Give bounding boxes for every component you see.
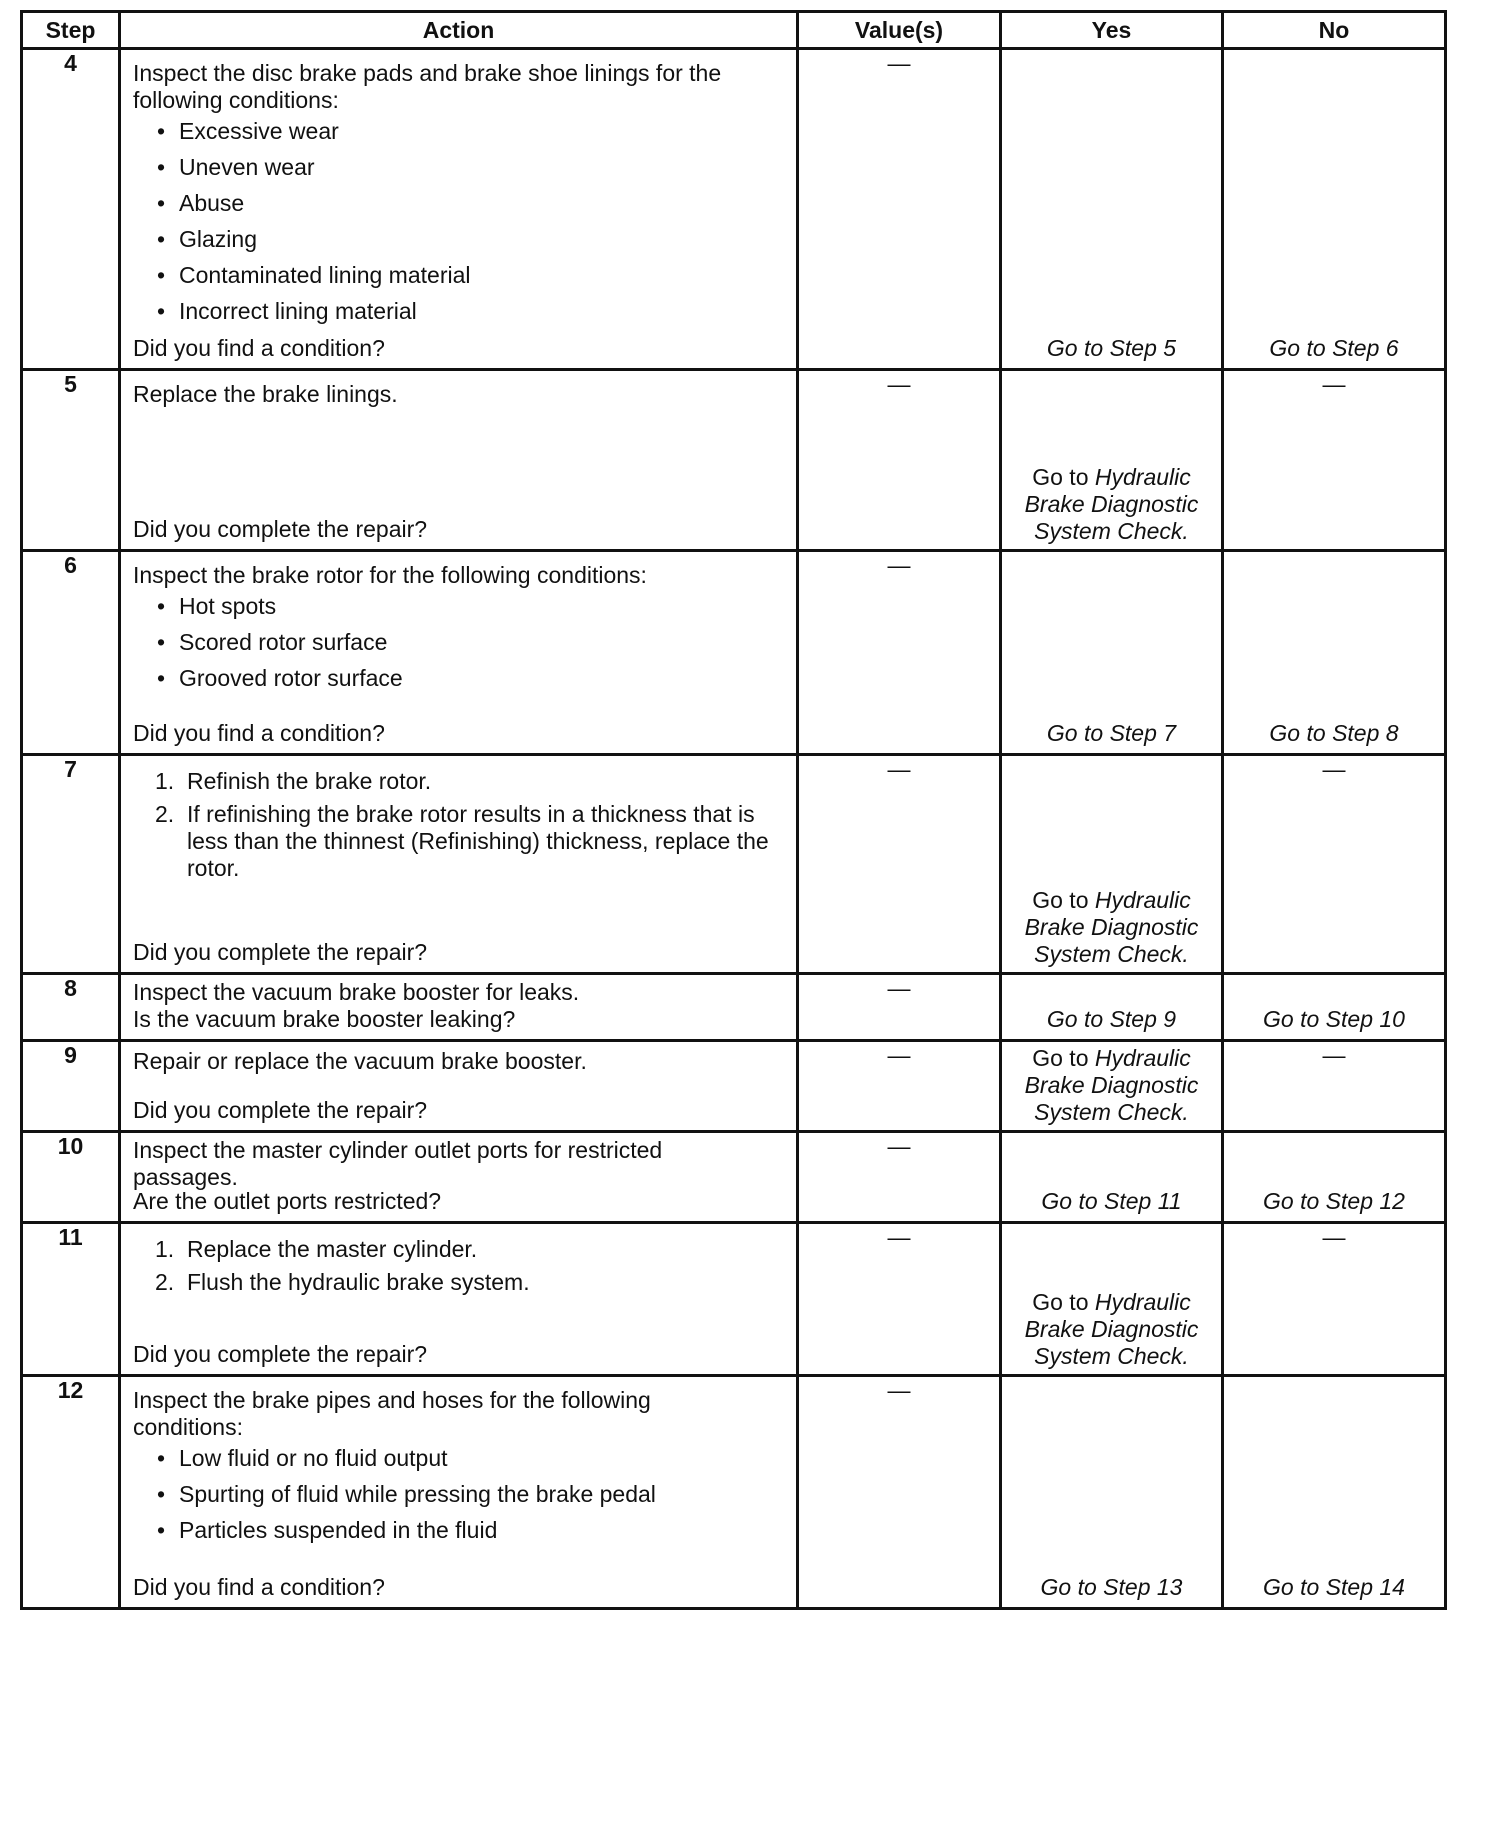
- list-number: 2.: [155, 1269, 175, 1295]
- condition-list: [133, 593, 788, 692]
- yes-cell: [1001, 1041, 1223, 1132]
- list-item: • Low fluid or no fluid output: [157, 1445, 756, 1472]
- yes-goto-link[interactable]: [1002, 887, 1221, 968]
- yes-goto-link[interactable]: [1002, 1045, 1221, 1126]
- table-row: [22, 551, 1446, 755]
- list-item: • Contaminated lining material: [157, 262, 788, 289]
- no-goto-link[interactable]: Go to Step 6: [1269, 335, 1399, 361]
- action-intro: Inspect the disc brake pads and brake shoe linings for the following conditions:: [133, 60, 722, 113]
- yes-goto-link[interactable]: Go to Step 11: [1041, 1188, 1182, 1214]
- value-cell: [798, 755, 1001, 974]
- no-cell: [1223, 1223, 1446, 1376]
- value-cell: [798, 1376, 1001, 1609]
- yes-cell: [1001, 974, 1223, 1041]
- goto-prefix: Go to: [1032, 887, 1089, 913]
- list-item: [155, 1269, 788, 1296]
- list-text: Flush the hydraulic brake system.: [187, 1269, 530, 1295]
- action-cell: [120, 1223, 798, 1376]
- no-cell: [1223, 370, 1446, 551]
- no-cell: [1223, 1041, 1446, 1132]
- table-row: [22, 1041, 1446, 1132]
- list-item: • Abuse: [157, 190, 788, 217]
- step-number: 8: [22, 974, 120, 1041]
- no-goto-link[interactable]: Go to Step 10: [1263, 1006, 1405, 1032]
- step-number: 5: [22, 370, 120, 551]
- action-question: Did you complete the repair?: [133, 1341, 428, 1367]
- action-intro: Replace the brake linings.: [133, 381, 398, 407]
- table-row: [22, 755, 1446, 974]
- step-number: 7: [22, 755, 120, 974]
- value-cell: [798, 1132, 1001, 1223]
- list-text: If refinishing the brake rotor results in a thickness that is less than the thinnest (Refinishing) thickness, replace the rotor.: [187, 801, 769, 881]
- value-dash: —: [887, 975, 911, 1001]
- no-cell: [1223, 974, 1446, 1041]
- value-cell: [798, 49, 1001, 370]
- action-intro: Inspect the brake rotor for the following conditions:: [133, 562, 647, 588]
- list-text: Replace the master cylinder.: [187, 1236, 478, 1262]
- no-dash: —: [1322, 1224, 1346, 1250]
- list-item: • Incorrect lining material: [157, 298, 788, 325]
- action-cell: [120, 1376, 798, 1609]
- action-cell: [120, 1041, 798, 1132]
- no-goto-link[interactable]: Go to Step 14: [1263, 1574, 1405, 1600]
- yes-goto-link[interactable]: Go to Step 9: [1046, 1006, 1177, 1032]
- action-cell: [120, 974, 798, 1041]
- header-values: Value(s): [798, 12, 1001, 49]
- header-yes: Yes: [1001, 12, 1223, 49]
- yes-goto-link[interactable]: Go to Step 13: [1040, 1574, 1183, 1600]
- action-question: Did you find a condition?: [133, 720, 385, 746]
- yes-goto-link[interactable]: [1002, 1289, 1221, 1370]
- yes-cell: [1001, 49, 1223, 370]
- action-question: Did you complete the repair?: [133, 939, 428, 965]
- action-intro: Repair or replace the vacuum brake booster.: [133, 1048, 587, 1074]
- yes-goto-link[interactable]: [1002, 464, 1221, 545]
- action-question: Is the vacuum brake booster leaking?: [133, 1006, 516, 1032]
- list-item: [155, 801, 788, 882]
- table-row: [22, 974, 1446, 1041]
- list-item: • Hot spots: [157, 593, 788, 620]
- goto-prefix: Go to: [1032, 1289, 1089, 1315]
- value-cell: [798, 1041, 1001, 1132]
- action-cell: [120, 370, 798, 551]
- list-number: 1.: [155, 768, 175, 794]
- diagnostic-table: [20, 10, 1447, 1610]
- list-item: • Scored rotor surface: [157, 629, 788, 656]
- yes-goto-link[interactable]: Go to Step 7: [1046, 720, 1177, 746]
- value-dash: —: [887, 371, 911, 397]
- no-cell: [1223, 1376, 1446, 1609]
- step-number: 11: [22, 1223, 120, 1376]
- no-dash: —: [1322, 756, 1346, 782]
- yes-cell: [1001, 1132, 1223, 1223]
- no-dash: —: [1322, 1042, 1346, 1068]
- no-cell: [1223, 1132, 1446, 1223]
- step-number: 12: [22, 1376, 120, 1609]
- action-intro: Inspect the brake pipes and hoses for the following conditions:: [133, 1387, 651, 1440]
- list-item: • Spurting of fluid while pressing the brake pedal: [157, 1481, 756, 1508]
- list-item: [155, 1236, 788, 1263]
- list-item: • Particles suspended in the fluid: [157, 1517, 756, 1544]
- yes-goto-link[interactable]: Go to Step 5: [1046, 335, 1177, 361]
- header-step: Step: [22, 12, 120, 49]
- value-dash: —: [887, 1133, 911, 1159]
- action-cell: [120, 551, 798, 755]
- action-question: Did you find a condition?: [133, 335, 385, 361]
- action-cell: [120, 1132, 798, 1223]
- numbered-list: [133, 1236, 788, 1296]
- no-goto-link[interactable]: Go to Step 8: [1269, 720, 1399, 746]
- yes-cell: [1001, 1376, 1223, 1609]
- numbered-list: [133, 768, 788, 882]
- action-question: Did you complete the repair?: [133, 516, 428, 542]
- condition-list: [133, 118, 788, 325]
- action-intro: Inspect the vacuum brake booster for leaks.: [133, 979, 580, 1005]
- action-cell: [120, 755, 798, 974]
- step-number: 9: [22, 1041, 120, 1132]
- value-dash: —: [887, 1224, 911, 1250]
- no-goto-link[interactable]: Go to Step 12: [1263, 1188, 1405, 1214]
- goto-target: Hydraulic Brake Diagnostic System Check.: [1024, 1045, 1199, 1125]
- table-row: [22, 1376, 1446, 1609]
- list-number: 2.: [155, 801, 175, 827]
- action-question: Are the outlet ports restricted?: [133, 1188, 442, 1214]
- header-row: [22, 12, 1446, 49]
- goto-target: Hydraulic Brake Diagnostic System Check.: [1024, 1289, 1199, 1369]
- action-cell: [120, 49, 798, 370]
- no-cell: [1223, 551, 1446, 755]
- goto-prefix: Go to: [1032, 464, 1089, 490]
- step-number: 4: [22, 49, 120, 370]
- value-cell: [798, 551, 1001, 755]
- yes-cell: [1001, 1223, 1223, 1376]
- no-dash: —: [1322, 371, 1346, 397]
- value-cell: [798, 1223, 1001, 1376]
- table-row: [22, 49, 1446, 370]
- goto-target: Hydraulic Brake Diagnostic System Check.: [1024, 887, 1199, 967]
- value-dash: —: [887, 50, 911, 76]
- header-action: Action: [120, 12, 798, 49]
- list-item: • Glazing: [157, 226, 788, 253]
- yes-cell: [1001, 551, 1223, 755]
- table-row: [22, 1223, 1446, 1376]
- yes-cell: [1001, 755, 1223, 974]
- goto-prefix: Go to: [1032, 1045, 1089, 1071]
- value-dash: —: [887, 1042, 911, 1068]
- list-item: • Grooved rotor surface: [157, 665, 788, 692]
- goto-target: Hydraulic Brake Diagnostic System Check.: [1024, 464, 1199, 544]
- list-item: [155, 768, 788, 795]
- no-cell: [1223, 49, 1446, 370]
- value-cell: [798, 974, 1001, 1041]
- value-cell: [798, 370, 1001, 551]
- yes-cell: [1001, 370, 1223, 551]
- list-number: 1.: [155, 1236, 175, 1262]
- list-item: • Excessive wear: [157, 118, 788, 145]
- value-dash: —: [887, 756, 911, 782]
- table-row: [22, 1132, 1446, 1223]
- action-question: Did you find a condition?: [133, 1574, 385, 1600]
- no-cell: [1223, 755, 1446, 974]
- value-dash: —: [887, 552, 911, 578]
- step-number: 10: [22, 1132, 120, 1223]
- table-row: [22, 370, 1446, 551]
- list-text: Refinish the brake rotor.: [187, 768, 432, 794]
- value-dash: —: [887, 1377, 911, 1403]
- action-intro: Inspect the master cylinder outlet ports for restricted passages.: [133, 1137, 663, 1190]
- header-no: No: [1223, 12, 1446, 49]
- condition-list: [133, 1445, 756, 1544]
- step-number: 6: [22, 551, 120, 755]
- action-question: Did you complete the repair?: [133, 1097, 428, 1123]
- list-item: • Uneven wear: [157, 154, 788, 181]
